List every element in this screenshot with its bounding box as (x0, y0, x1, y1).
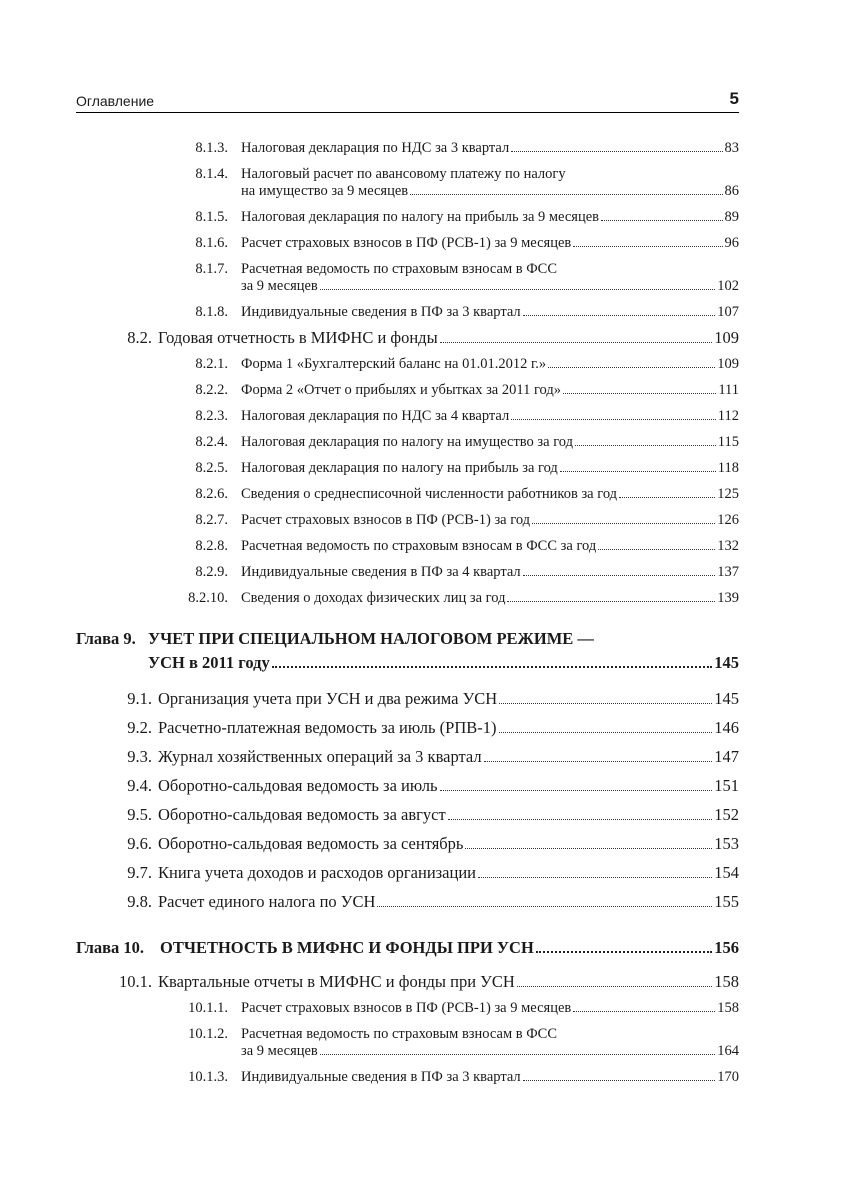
toc-entry-title-cont: за 9 месяцев (241, 1043, 318, 1059)
leader-dots (465, 839, 712, 849)
toc-chapter-title-cont: УСН в 2011 году (148, 653, 270, 672)
toc-entry-number: 8.1.8. (195, 304, 228, 320)
toc-entry-page: 155 (714, 892, 739, 911)
toc-entry-page: 109 (714, 328, 739, 347)
toc-entry-page: 118 (717, 460, 739, 476)
toc-chapter-title: УЧЕТ ПРИ СПЕЦИАЛЬНОМ НАЛОГОВОМ РЕЖИМЕ — (148, 629, 594, 648)
toc-entry-number: 9.6. (127, 834, 152, 853)
leader-dots (410, 186, 722, 195)
toc-entry-line (241, 382, 739, 399)
toc-entry-line (241, 209, 739, 226)
toc-chapter-number: Глава 9. (76, 629, 136, 648)
toc-entry-line (158, 328, 739, 348)
toc-entry-page: 112 (717, 408, 739, 424)
toc-entry-line (241, 140, 739, 157)
toc-entry-title: Налоговая декларация по налогу на прибыль за 9 месяцев (241, 209, 600, 225)
toc-entry-page: 154 (714, 863, 739, 882)
header-page-number: 5 (729, 89, 739, 108)
toc-entry-line (241, 434, 739, 451)
toc-entry-page: 89 (724, 209, 739, 225)
toc-entry-number: 8.2.10. (188, 590, 228, 606)
toc-entry-line (241, 261, 739, 278)
toc-entry-number: 8.2.7. (195, 512, 228, 528)
toc-entry-page: 139 (717, 590, 739, 606)
toc-entry-number: 10.1.3. (188, 1069, 228, 1085)
toc-entry-number: 8.2.6. (195, 486, 228, 502)
toc-entry-line (241, 486, 739, 503)
leader-dots (575, 437, 716, 446)
leader-dots (523, 567, 716, 576)
toc-entry-page: 125 (717, 486, 739, 502)
toc-entry-line (241, 460, 739, 477)
toc-entry-title: Расчетная ведомость по страховым взносам в ФСС за год (241, 538, 597, 554)
toc-entry-page: 151 (714, 776, 739, 795)
toc-entry-line (158, 972, 739, 992)
toc-entry-line (158, 863, 739, 883)
toc-entry-line (158, 805, 739, 825)
toc-chapter-page: 145 (714, 653, 739, 672)
toc-entry-title: Индивидуальные сведения в ПФ за 4 квартал (241, 564, 521, 580)
toc-entry-line (158, 892, 739, 912)
toc-entry-line (241, 512, 739, 529)
leader-dots (532, 515, 715, 524)
leader-dots (523, 307, 716, 316)
toc-entry-title: Расчетно-платежная ведомость за июль (РПВ-1) (158, 718, 497, 737)
leader-dots (511, 143, 722, 152)
toc-entry-title: Расчет страховых взносов в ПФ (РСВ-1) за год (241, 512, 531, 528)
toc-entry-line (241, 356, 739, 373)
toc-entry-page: 109 (717, 356, 739, 372)
toc-entry-title: Оборотно-сальдовая ведомость за август (158, 805, 446, 824)
toc-entry-line (241, 166, 739, 183)
leader-dots (499, 694, 712, 704)
toc-entry-page: 102 (717, 278, 739, 294)
toc-entry-title: Расчетная ведомость по страховым взносам в ФСС (241, 261, 558, 277)
leader-dots (560, 463, 716, 472)
toc-entry-line (158, 747, 739, 767)
leader-dots (523, 1072, 716, 1081)
leader-dots (573, 1003, 715, 1012)
toc-entry-line (241, 278, 739, 295)
toc-entry-page: 111 (718, 382, 739, 398)
toc-entry-line (241, 564, 739, 581)
toc-entry-page: 107 (717, 304, 739, 320)
leader-dots (548, 359, 715, 368)
toc-entry-page: 83 (724, 140, 739, 156)
toc-entry-page: 96 (724, 235, 739, 251)
toc-entry-title-cont: за 9 месяцев (241, 278, 318, 294)
toc-entry-number: 10.1.2. (188, 1026, 228, 1042)
leader-dots (272, 657, 713, 668)
toc-entry-line (241, 590, 739, 607)
toc-entry-line (241, 408, 739, 425)
toc-entry-page: 158 (714, 972, 739, 991)
toc-entry-line (241, 1026, 739, 1043)
toc-entry-line (148, 628, 739, 650)
toc-entry-number: 8.1.3. (195, 140, 228, 156)
toc-entry-number: 8.1.7. (195, 261, 228, 277)
toc-entry-number: 10.1. (119, 972, 152, 991)
toc-entry-page: 152 (714, 805, 739, 824)
toc-entry-number: 8.2.1. (195, 356, 228, 372)
toc-entry-title: Сведения о среднесписочной численности работников за год (241, 486, 618, 502)
toc-entry-title: Книга учета доходов и расходов организации (158, 863, 476, 882)
toc-chapter-number: Глава 10. (76, 938, 145, 957)
leader-dots (320, 281, 715, 290)
toc-entry-number: 9.4. (127, 776, 152, 795)
toc-entry-number: 9.2. (127, 718, 152, 737)
toc-entry-number: 8.2.9. (195, 564, 228, 580)
toc-entry-number: 8.1.6. (195, 235, 228, 251)
toc-entry-page: 86 (724, 183, 739, 199)
toc-entry-line (241, 183, 739, 200)
toc-entry-title: Индивидуальные сведения в ПФ за 3 квартал (241, 1069, 521, 1085)
toc-entry-number: 9.1. (127, 689, 152, 708)
toc-entry-title: Налоговая декларация по налогу на имущество за год (241, 434, 573, 450)
leader-dots (484, 752, 713, 762)
leader-dots (601, 212, 722, 221)
leader-dots (499, 723, 713, 733)
toc-entry-line (158, 834, 739, 854)
toc-entry-page: 153 (714, 834, 739, 853)
toc-entry-title: Оборотно-сальдовая ведомость за июль (158, 776, 438, 795)
toc-entry-number: 8.2. (127, 328, 152, 347)
toc-entry-title: Оборотно-сальдовая ведомость за сентябрь (158, 834, 464, 853)
running-header (76, 90, 739, 113)
toc-entry-number: 8.1.4. (195, 166, 228, 182)
toc-entry-page: 164 (717, 1043, 739, 1059)
leader-dots (619, 489, 715, 498)
toc-entry-title: Налоговая декларация по НДС за 3 квартал (241, 140, 510, 156)
toc-entry-title: Квартальные отчеты в МИФНС и фонды при УСН (158, 972, 515, 991)
leader-dots (478, 868, 712, 878)
leader-dots (517, 977, 712, 987)
toc-entry-line (241, 235, 739, 252)
toc-entry-title: Сведения о доходах физических лиц за год (241, 590, 506, 606)
toc-entry-number: 8.2.2. (195, 382, 228, 398)
toc-entry-number: 8.2.5. (195, 460, 228, 476)
leader-dots (536, 942, 712, 953)
leader-dots (320, 1046, 715, 1055)
toc-entry-page: 126 (717, 512, 739, 528)
toc-entry-number: 9.5. (127, 805, 152, 824)
leader-dots (598, 541, 715, 550)
toc-entry-line (241, 1069, 739, 1086)
toc-chapter-title: ОТЧЕТНОСТЬ В МИФНС И ФОНДЫ ПРИ УСН (160, 938, 534, 957)
leader-dots (448, 810, 713, 820)
toc-entry-number: 8.2.4. (195, 434, 228, 450)
toc-entry-number: 8.2.8. (195, 538, 228, 554)
toc-entry-number: 9.7. (127, 863, 152, 882)
toc-entry-title: Расчет страховых взносов в ПФ (РСВ-1) за 9 месяцев (241, 235, 572, 251)
toc-entry-title: Журнал хозяйственных операций за 3 квартал (158, 747, 482, 766)
toc-entry-page: 132 (717, 538, 739, 554)
leader-dots (573, 238, 722, 247)
toc-chapter-page: 156 (714, 938, 739, 957)
toc-entry-line (241, 304, 739, 321)
toc-entry-title: Налоговый расчет по авансовому платежу по налогу (241, 166, 566, 182)
toc-entry-page: 170 (717, 1069, 739, 1085)
toc-entry-line (241, 1000, 739, 1017)
header-title: Оглавление (76, 93, 155, 109)
toc-entry-line (148, 652, 739, 674)
toc-entry-page: 158 (717, 1000, 739, 1016)
toc-entry-title: Налоговая декларация по НДС за 4 квартал (241, 408, 510, 424)
toc-entry-number: 9.8. (127, 892, 152, 911)
toc-entry-title: Годовая отчетность в МИФНС и фонды (158, 328, 438, 347)
toc-entry-title: Форма 2 «Отчет о прибылях и убытках за 2011 год» (241, 382, 561, 398)
toc-entry-title: Расчет единого налога по УСН (158, 892, 376, 911)
leader-dots (440, 781, 713, 791)
toc-entry-number: 9.3. (127, 747, 152, 766)
leader-dots (511, 411, 716, 420)
toc-entry-line (160, 937, 739, 959)
toc-entry-page: 147 (714, 747, 739, 766)
toc-entry-page: 145 (714, 689, 739, 708)
toc-entry-line (241, 538, 739, 555)
toc-entry-title: Индивидуальные сведения в ПФ за 3 квартал (241, 304, 521, 320)
toc-entry-page: 137 (717, 564, 739, 580)
toc-entry-title: Форма 1 «Бухгалтерский баланс на 01.01.2012 г.» (241, 356, 547, 372)
toc-entry-page: 146 (714, 718, 739, 737)
leader-dots (507, 593, 715, 602)
toc-entry-title-cont: на имущество за 9 месяцев (241, 183, 409, 199)
toc-entry-line (158, 776, 739, 796)
leader-dots (440, 333, 713, 343)
toc-entry-number: 8.1.5. (195, 209, 228, 225)
toc-entry-title: Налоговая декларация по налогу на прибыль за год (241, 460, 558, 476)
toc-entry-number: 8.2.3. (195, 408, 228, 424)
toc-entry-line (158, 689, 739, 709)
leader-dots (563, 385, 716, 394)
toc-entry-page: 115 (717, 434, 739, 450)
toc-entry-line (158, 718, 739, 738)
toc-entry-title: Расчет страховых взносов в ПФ (РСВ-1) за 9 месяцев (241, 1000, 572, 1016)
toc-entry-title: Организация учета при УСН и два режима УСН (158, 689, 498, 708)
leader-dots (377, 897, 712, 907)
toc-entry-number: 10.1.1. (188, 1000, 228, 1016)
toc-entry-title: Расчетная ведомость по страховым взносам в ФСС (241, 1026, 558, 1042)
toc-entry-line (241, 1043, 739, 1060)
